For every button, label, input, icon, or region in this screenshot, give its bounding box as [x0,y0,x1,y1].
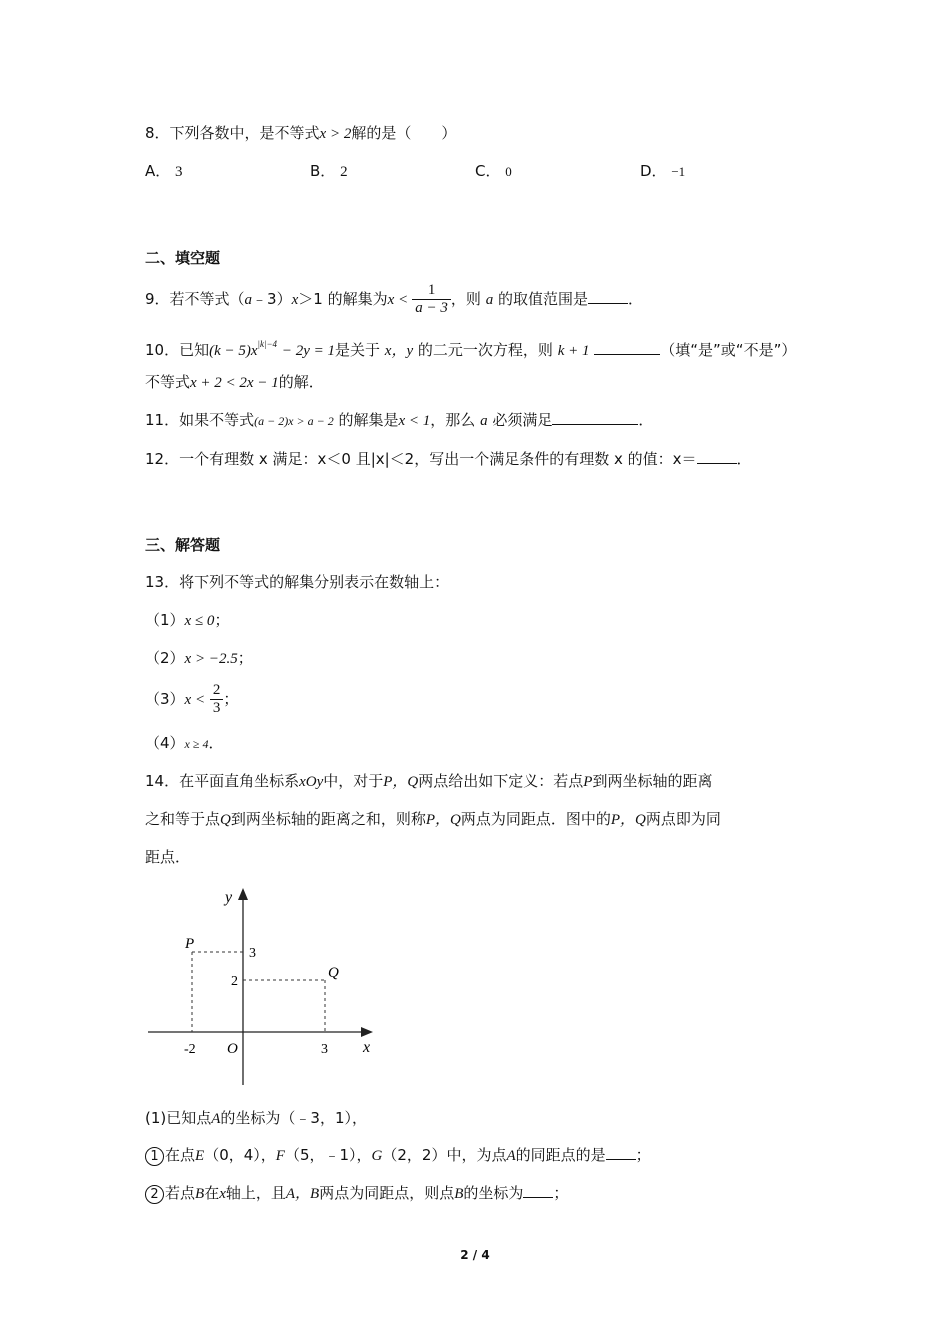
q14-sub1: (1)已知点A的坐标为（﹣3，1）， [145,1109,368,1127]
tick-x-3: 3 [321,1042,328,1057]
q14-sub1-i: 1 在点E（0，4），F（5，﹣1），G（2，2）中，为点A的同距点的是 ； [145,1145,651,1166]
origin-label: O [227,1041,238,1057]
tick-y-2: 2 [231,974,238,989]
q13-part3: （3）x < $\frac{2}{3}$ ； [145,682,239,716]
q13-part4: （4）x ≥ 4． [145,734,224,752]
point-q-label: Q [328,965,339,981]
q8-option-b: B． 2 [310,162,348,180]
q8-stem: 8．下列各数中，是不等式x > 2解的是（ ） [145,124,457,142]
circled-number-1: 1 [145,1147,164,1166]
x-axis-arrow [361,1027,373,1037]
q8-option-a: A． 3 [145,162,183,180]
q11-answer-blank[interactable] [552,410,638,425]
q10-line1: 10．已知$(k - 5)x^{|k|-4} - 2y = 1$是关于 x，y 的二元一次方程，则 k + 1 （填“是”或“不是”） [145,339,797,359]
q9-fraction: $\frac{1}{a - 3}$ [412,282,451,317]
q10-answer-blank[interactable] [594,340,660,355]
q13-stem: 13．将下列不等式的解集分别表示在数轴上： [145,573,450,591]
q13-part2: （2）x > −2.5； [145,649,253,667]
x-axis-label: x [363,1039,371,1056]
y-axis-arrow [238,888,248,900]
page-number: 2 / 4 [460,1248,490,1262]
q8-option-d: D． −1 [640,162,686,180]
q13-part1: （1）x ≤ 0； [145,611,230,629]
tick-y-3: 3 [249,946,256,961]
coordinate-figure [145,880,385,1090]
q14-line3: 距点． [145,848,191,866]
section-fill-in-title: 二、填空题 [145,249,221,267]
q11: 11．如果不等式(a − 2)x > a − 2 的解集是x < 1，那么 a 必须满足 ． [145,411,654,429]
q12-answer-blank[interactable] [697,449,737,464]
q14-sub1-ii-answer-blank[interactable] [523,1183,553,1198]
q10-line2: 不等式x + 2 < 2x − 1的解． [145,373,324,391]
q9-answer-blank[interactable] [588,289,628,304]
section-solve-title: 三、解答题 [145,536,221,554]
q14-line2: 之和等于点Q到两坐标轴的距离之和，则称P，Q两点为同距点．图中的P，Q两点即为同 [145,810,721,828]
q8-option-c: C． 0 [475,162,512,180]
q14-line1: 14．在平面直角坐标系xOy中，对于P，Q两点给出如下定义：若点P到两坐标轴的距离 [145,772,713,790]
q12: 12．一个有理数 x 满足：x＜0 且|x|＜2，写出一个满足条件的有理数 x 的值：x＝ ． [145,450,752,468]
q14-sub1-ii: 2 若点B在x轴上，且A，B两点为同距点，则点B的坐标为 ； [145,1183,568,1204]
q14-sub1-i-answer-blank[interactable] [606,1145,636,1160]
tick-x-minus-2: -2 [184,1042,196,1057]
y-axis-label: y [225,889,233,906]
point-p-label: P [185,936,195,952]
circled-number-2: 2 [145,1185,164,1204]
q13-fraction: $\frac{2}{3}$ [210,682,224,717]
q9: 9．若不等式（a﹣3）x＞1 的解集为x < $\frac{1}{a - 3}$ ，则 a 的取值范围是 ． [145,282,644,316]
